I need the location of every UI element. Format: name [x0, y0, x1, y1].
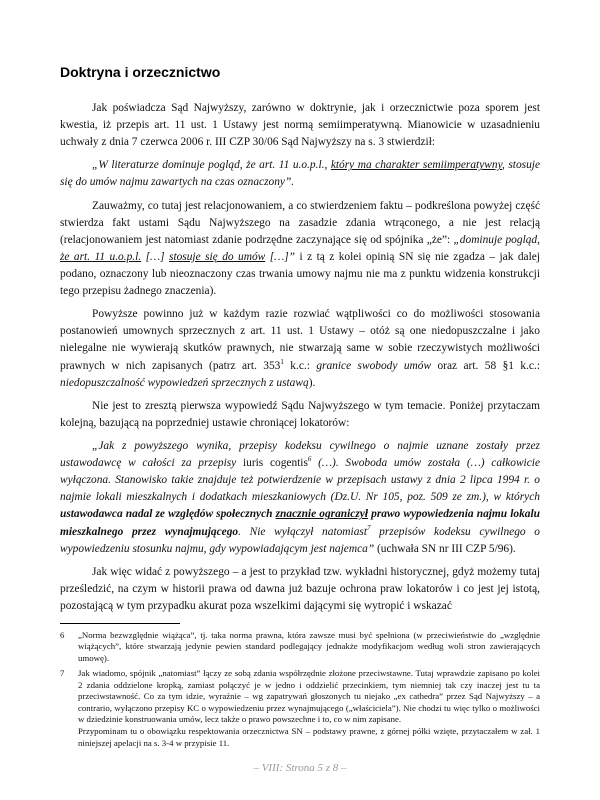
- paragraph-1: Jak poświadcza Sąd Najwyższy, zarówno w doktrynie, jak i orzecznictwie poza sporem jest kwestia, iż przepis art. 11 ust. 1 Ustawy jest normą semiimperatywną. Mianowicie w uzasadnieniu uchwały z dnia 7 czerwca 2006 r. III CZP 30/06 Sąd Najwyższy na s. 3 stwierdził:: [60, 102, 540, 149]
- paragraph-2: Zauważmy, co tutaj jest relacjonowaniem, a co stwierdzeniem faktu – podkreślona powyżej część stwierdza fakt ustami Sądu Najwyższego na zasadzie zdania wtrąconego, a nie jest relacją (relacjonowaniem jest natomiast zdanie podrzędne zaczynające się od spójnika „że”: „dominuje pogląd, że art. 11 u.o.p.l. […] stosuje się do umów […]” i z tą z kolei opinią SN się nie zgadza – jak dalej podano, oznaczony lub nieoznaczony czas trwania umowy najmu nie ma z punktu widzenia konstrukcji tego przepisu żadnego znaczenia).: [60, 199, 540, 298]
- footnote-separator: [60, 623, 180, 624]
- footnote-number: 7: [60, 668, 65, 679]
- footnote-text: „Norma bezwzględnie wiążąca”, tj. taka norma prawna, która zawsze musi być spełniona (w przeciwieństwie do „względnie wiążących”, które stwarzają jedynie pewien standard podlegający jednakże modyfikacjom według woli stron zawierających umowę).: [78, 630, 540, 663]
- footnote-7: [60, 668, 540, 750]
- quote-1: „W literaturze dominuje pogląd, że art. 11 u.o.p.l., który ma charakter semiimperatywny, stosuje się do umów najmu zawartych na czas oznaczony”.: [60, 159, 541, 189]
- quote-2: „Jak z powyższego wynika, przepisy kodeksu cywilnego o najmie uznane zostały przez ustawodawcę w całości za przepisy iuris cogentis$^6$ (…). Swoboda umów została (…) całkowicie wyłączona. Stanowisko takie znajduje też potwierdzenie w przepisach ustawy z dnia 2 lipca 1994 r. o najmie lokali mieszkalnych i dodatkach mieszkaniowych (Dz.U. Nr 105, poz. 509 ze zm.), w których ustawodawca nadal ze względów społecznych znacznie ograniczył prawo wypowiedzenia najmu lokalu mieszkalnego przez wynajmującego. Nie wyłączył natomiast$^7$ przepisów kodeksu cywilnego o wypowiedzeniu stosunku najmu, gdy wypowiadającym jest najemca” (uchwała SN nr III CZP 5/96).: [60, 439, 540, 555]
- footnote-number: 6: [60, 630, 65, 641]
- page-content: [60, 48, 540, 753]
- footnote-6: [60, 630, 540, 665]
- section-heading: Doktryna i orzecznictwo: [60, 64, 221, 80]
- page-footer: – VIII: Strona 5 z 8 –: [253, 762, 347, 774]
- footnote-text: Jak wiadomo, spójnik „natomiast” łączy ze sobą zdania współrzędnie złożone przeciwstawne. Tutaj wprawdzie zapisano po kolei 2 zdania oddzielone kropką, zamiast połączyć je w jedno i oddzielić przecinkiem, tym niemniej tak czy inaczej jest tu ta przeciwstawność. Co za tym idzie, wyraźnie – wg zapatrywań głoszonych tu niejako „ex cathedra” przez Sąd Najwyższy – a contrario, wyłączono przepisy KC o wypowiedzeniu przez wynajmującego („właściciela”). Nie chodzi tu więc tylko o możliwości w dziedzinie konstruowania umów, lecz także o prawo powszechne i to, co w nim zapisane. Przypominam tu o obowiązku respektowania orzecznictwa SN – podstawy prawne, z górnej półki wzięte, przytaczałem w zał. 1 niniejszej apelacji na s. 3-4 w przypisie 11.: [78, 668, 540, 748]
- paragraph-4: Nie jest to zresztą pierwsza wypowiedź Sądu Najwyższego w tym temacie. Poniżej przytaczam kolejną, bazującą na poprzedniej ustawie chroniącej lokatorów:: [60, 399, 540, 429]
- paragraph-3: Powyższe powinno już w każdym razie rozwiać wątpliwości co do możliwości stosowania postanowień umownych sprzecznych z art. 11 ust. 1 Ustawy – otóż są one niedopuszczalne i jako nielegalne nie wywierają skutków prawnych, nie stwarzają same w sobie rzeczywistych możliwości prawnych w nich zapisanych (patrz art. $353^1$ k.c.: granice swobody umów oraz art. 58 §1 k.c.: niedopuszczalność wypowiedzeń sprzecznych z ustawą).: [60, 308, 540, 389]
- paragraph-5: Jak więc widać z powyższego – a jest to przykład tzw. wykładni historycznej, gdyż możemy tutaj prześledzić, na czym w historii prawa od dawna już bazuje ochrona praw lokatorów i co jest jej istotą, pozostającą w tym przypadku akurat poza wszelkimi dającymi się wytropić i wskazać: [60, 565, 540, 612]
